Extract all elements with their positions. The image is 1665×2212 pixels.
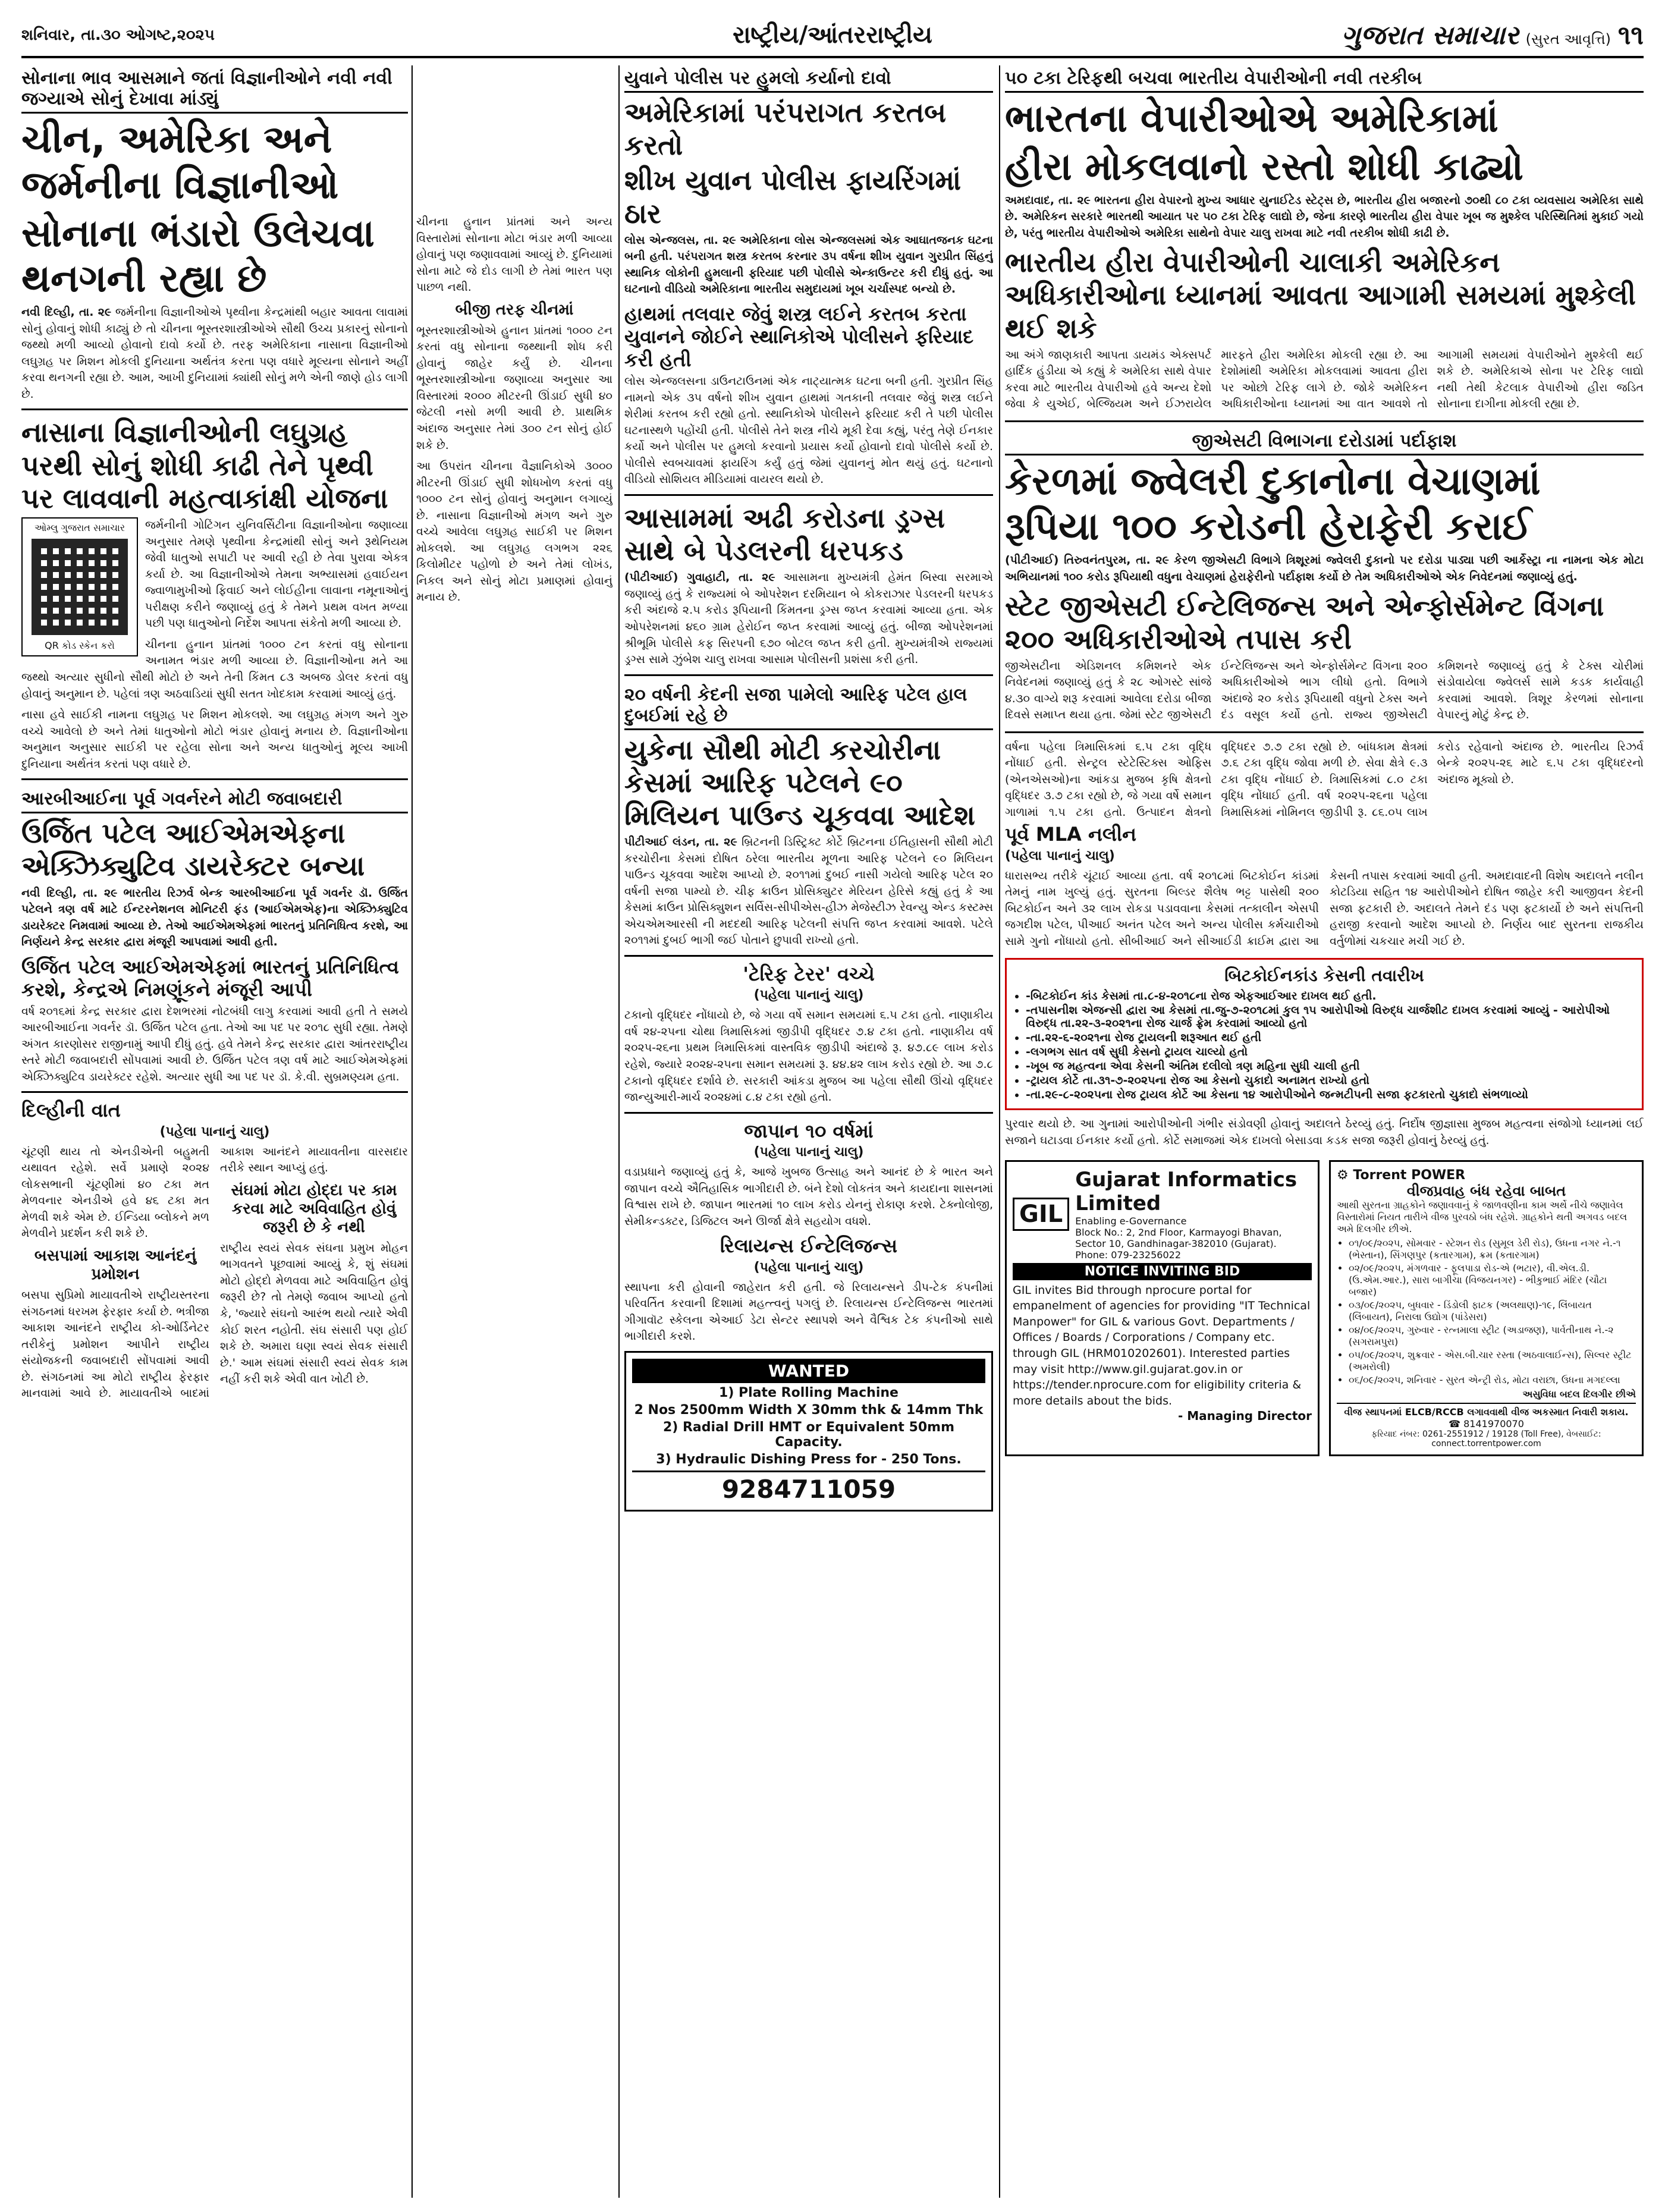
gil-signoff: - Managing Director: [1178, 1409, 1312, 1424]
divider: [21, 1091, 408, 1093]
bitcoin-timeline-box: [1005, 958, 1644, 1110]
timeline-item: • -ટ્રાયલ કોર્ટે તા.૩૧-૭-૨૦૨૫ના રોજ આ કેસનો ચુકાદો અનામત રાખ્યો હતો: [1026, 1074, 1636, 1087]
wanted-line-3: 2) Radial Drill HMT or Equivalent 50mm Capacity.: [662, 1419, 955, 1450]
sikh-article: [624, 65, 993, 488]
nasa-body-1: જર્મનીની ગોટિંગન યુનિવર્સિટીના વિજ્ઞાનીઓના જણાવ્યા અનુસાર તેમણે પૃથ્વીના કેન્દ્રમાંથી સોનું અને રૂથેનિયમ જેવી ધાતુઓ સપાટી પર આવી રહી છે તેવા પુરાવા એકત્ર કર્યા છે. આ વિજ્ઞાનીઓએ તેમના અભ્યાસમાં હવાઈયન જ્વાળામુખીઓ ફિવાઈ અને લોઈહીના લાવાના નમૂનાઓનું પરીક્ષણ કરીને જણાવ્યું હતું કે તેમને પ્રથમ વખત મળ્યા પછી પણ ધાતુઓનો નિર્દેશ આપતા સંકેતો મળી આવ્યા છે.: [145, 519, 408, 630]
diamond-article: [1005, 65, 1644, 414]
assam-article: [624, 502, 993, 668]
gold-continued-3: આ ઉપરાંત ચીનના વૈજ્ઞાનિકોએ ૩૦૦૦ મીટરની ઊંડાઈ સુધી શોધખોળ કરતાં વધુ ૧૦૦૦ ટન સોનું હોવાનું અનુમાન લગાવ્યું છે. નાસાના વિજ્ઞાનીઓ મંગળ અને ગુરુ વચ્ચે આવેલા લઘુગ્રહ સાઈકી પર મિશન મોકલશે. આ લઘુગ્રહ લગભગ ૨૨૬ કિલોમીટર પહોળો છે અને તેમાં લોખંડ, નિકલ અને સોનું મોટા પ્રમાણમાં હોવાનું મનાય છે.: [416, 460, 612, 604]
qr-label: QR કોડ સ્કેન કરો: [45, 640, 115, 652]
arif-headline: યુકેના સૌથી મોટી કરચોરીના કેસમાં આરિફ પટેલને ૯૦ મિલિયન પાઉન્ડ ચૂકવવા આદેશ: [624, 733, 975, 831]
sikh-dateline: લોસ એન્જલસ, તા. ૨૯: [624, 233, 736, 247]
timeline-headline: બિટકોઈનકાંડ કેસની તવારીખ: [1224, 966, 1424, 986]
arif-kicker: ૨૦ વર્ષની કેદની સજા પામેલો આરિફ પટેલ હાલ દુબઈમાં રહે છે: [624, 682, 993, 730]
divider: [21, 778, 408, 780]
torrent-power-notice: [1329, 1160, 1644, 1456]
timeline-item: • -બિટકોઈન કાંડ કેસમાં તા.૮-૪-૨૦૧૮ના રોજ એફઆઈઆર દાખલ થઈ હતી.: [1026, 989, 1636, 1003]
sikh-headline-1: અમેરિકામાં પરંપરાગત કરતબ કરતો: [624, 96, 947, 162]
divider: [624, 1112, 993, 1114]
rbi-headline: ઉર્જિત પટેલ આઈએમએફના એક્ઝિક્યુટિવ ડાયરેક્ટર બન્યા: [21, 817, 365, 882]
sikh-body: લોસ એન્જલસના ડાઉનટાઉનમાં એક નાટ્યાત્મક ઘટના બની હતી. ગુરપ્રીત સિંહ નામનો એક ૩૫ વર્ષનો શીખ યુવાન હાથમાં ગતકાની તલવાર જેવું શસ્ત્ર લઈને શેરીમાં કરતબ કરી રહ્યો હતો. સ્થાનિકોએ પોલીસને ફરિયાદ કરી તે પછી પોલીસ ઘટનાસ્થળે પહોંચી હતી. પોલીસે તેને શસ્ત્ર નીચે મૂકી દેવા કહ્યું, પરંતુ તેણે ઈનકાર કર્યો અને પોલીસ પર હુમલો કરવાનો પ્રયાસ કર્યો હોવાનો દાવો પોલીસે કર્યો છે. પોલીસે સ્વબચાવમાં ફાયરિંગ કર્યું હતું જેમાં યુવાનનું મોત થયું હતું. ઘટનાનો વીડિયો સોશિયલ મીડિયામાં વાયરલ થયો છે.: [624, 375, 993, 486]
timeline-item: • -તા.૨૨-૬-૨૦૨૧ના રોજ ટ્રાયલની શરૂઆત થઈ હતી: [1026, 1031, 1636, 1044]
japan-continued: (પહેલા પાનાનું ચાલુ): [753, 1145, 864, 1160]
timeline-item: • -તા.૨૯-૮-૨૦૨૫ના રોજ ટ્રાયલ કોર્ટે આ કેસના ૧૪ આરોપીઓને જન્મટીપની સજા ફટકારતો ચુકાદો સંભળાવ્યો: [1026, 1088, 1636, 1101]
torrent-footer: વીજ સ્થાપનમાં ELCB/RCCB લગાવવાથી વીજ અકસ્માત નિવારી શકાય.: [1337, 1403, 1636, 1418]
paper-logo: ગુજરાત સમાચાર: [1341, 20, 1519, 51]
wanted-line-1: 1) Plate Rolling Machine: [719, 1385, 899, 1400]
arif-dateline: પીટીઆઈ લંડન, તા. ૨૯: [624, 835, 737, 849]
assam-body: આસામના મુખ્યમંત્રી હેમંત બિસ્વા સરમાએ જણાવ્યું હતું કે રાજ્યમાં બે ઓપરેશન દરમિયાન બે કોકરાઝાર પેડલરની ધરપકડ કરી અંદાજે ૨.૫ કરોડ રૂપિયાની કિંમતના ડ્રગ્સ જપ્ત કરવામાં આવ્યા હતા. એક ઓપરેશનમાં ૪૬૦ ગ્રામ હેરોઈન જપ્ત કરવામાં આવ્યું હતું. બીજા ઓપરેશનમાં શ્રીભૂમિ પોલીસે કફ સિરપની ૬૭૦ બોટલ જપ્ત કરી હતી. મુખ્યમંત્રીએ રાજ્યમાં ડ્રગ્સ સામે ઝુંબેશ ચાલુ રાખવા આસામ પોલીસની પ્રશંસા કરી હતી.: [624, 571, 993, 667]
paper-nameplate: [1192, 20, 1644, 51]
sikh-headline-2: શીખ યુવાન પોલીસ ફાયરિંગમાં ઠાર: [624, 164, 962, 230]
rbi-lead: ભારતીય રિઝર્વ બેન્ક આરબીઆઈના પૂર્વ ગવર્નર ડૉ. ઉર્જિત પટેલને ત્રણ વર્ષ માટે ઈન્ટરનેશનલ મોનિટરી ફંડ (આઈએમએફ)ના એક્ઝિક્યુટિવ ડાયરેક્ટર નિમવામાં આવ્યા છે. તેઓ આઈએમએફમાં ભારતનું પ્રતિનિધિત્વ કરશે, આ નિર્ણયને કેન્દ્ર સરકાર દ્વારા મંજૂરી આપવામાં આવી હતી.: [21, 886, 408, 949]
reliance-continued: (પહેલા પાનાનું ચાલુ): [753, 1259, 864, 1275]
qr-code-icon[interactable]: [32, 539, 128, 635]
column-rule: [999, 65, 1000, 2198]
gil-logo: GIL: [1013, 1198, 1069, 1231]
mla-body: ધારાસભ્ય તરીકે ચૂંટાઈ આવ્યા હતા. વર્ષ ૨૦૧૮માં બિટકોઈન કાંડમાં તેમનું નામ ખુલ્યું હતું. સુરતના બિલ્ડર શૈલેષ ભટ્ટ પાસેથી ૨૦૦ બિટકોઈન અને ૩૨ લાખ રોકડા પડાવવાના કેસમાં તત્કાલીન એસપી જગદીશ પટેલ, પીઆઈ અનંત પટેલ અને અન્ય પોલીસ કર્મચારીઓ સામે ગુનો નોંધાયો હતો. સીબીઆઈ અને સીઆઈડી ક્રાઈમ દ્વારા આ કેસની તપાસ કરવામાં આવી હતી. અમદાવાદની વિશેષ અદાલતે નલીન કોટડિયા સહિત ૧૪ આરોપીઓને દોષિત જાહેર કરી આજીવન કેદની સજા ફટકારી છે. અદાલતે તેમને દંડ પણ ફટકાર્યો છે અને સંપત્તિની હરાજી કરવાનો આદેશ આપ્યો છે. નિર્ણય બાદ સુરતના રાજકીય વર્તુળોમાં ચકચાર મચી ગઈ છે.: [1005, 869, 1644, 948]
wanted-ad: [624, 1351, 993, 1512]
gold-dateline: નવી દિલ્હી, તા. ૨૯: [21, 306, 112, 319]
mla-continued: (પહેલા પાનાનું ચાલુ): [1005, 848, 1115, 863]
page-number: ૧૧: [1617, 20, 1644, 51]
assam-headline: આસામમાં અઢી કરોડના ડ્રગ્સ સાથે બે પેડલરની ધરપકડ: [624, 501, 945, 567]
rbi-body: વર્ષ ૨૦૧૬માં કેન્દ્ર સરકાર દ્વારા દેશભરમાં નોટબંધી લાગુ કરવામાં આવી હતી તે સમયે આરબીઆઈના ગવર્નર ડૉ. ઉર્જિત પટેલ હતા. તેઓ આ પદ પર ૨૦૧૮ સુધી રહ્યા. તેમણે અંગત કારણોસર રાજીનામું આપી દીધું હતું. હવે તેમને કેન્દ્ર સરકાર દ્વારા આંતરરાષ્ટ્રીય સ્તરે મોટી જવાબદારી સોંપવામાં આવી છે. ઉર્જિત પટેલ ત્રણ વર્ષ માટે આઈએમએફમાં એક્ઝિક્યુટિવ ડાયરેક્ટર રહેશે. અત્યાર સુધી આ પદ પર ડૉ. કે.વી. સુબ્રમણ્યમ હતા.: [21, 1004, 408, 1083]
diamond-lead: ભારતના હીરા વેપારનો મુખ્ય આધાર યુનાઈટેડ સ્ટેટ્સ છે, ભારતીય હીરા બજારનો ૭૦થી ૮૦ ટકા વ્યવસાય અમેરિકા સાથે છે. અમેરિકન સરકારે ભારતથી આયાત પર ૫૦ ટકા ટેરિફ લાદ્યો છે, જેના કારણે ભારતીય હીરા વેપાર ખૂબ જ મુશ્કેલ પરિસ્થિતિમાં મુકાઈ ગયો છે, પરંતુ ભારતીય વેપારીઓએ અમેરિકા સાથેનો વેપાર ચાલુ રાખવા માટે નવી તરકીબ શોધી કાઢી છે.: [1005, 193, 1644, 240]
wanted-line-2: 2 Nos 2500mm Width X 30mm thk & 14mm Thk: [634, 1402, 984, 1418]
mla-article: [1005, 823, 1644, 952]
delhi-body-2: બસપા સુપ્રિમો માયાવતીએ રાષ્ટ્રીયસ્તરના સંગઠનમાં ધરખમ ફેરફાર કર્યા છે. ભત્રીજા આકાશ આનંદને રાષ્ટ્રીય કો-ઓર્ડિનેટર તરીકેનું પ્રમોશન આપીને રાષ્ટ્રીય સંયોજકની જવાબદારી સોંપવામાં આવી છે. સંગઠનમાં આ મોટો રાષ્ટ્રીય ફેરફાર માનવામાં આવે છે. માયાવતીએ બાદમાં આકાશ આનંદને માયાવતીના વારસદાર તરીકે સ્થાન આપ્યું હતું.: [21, 1145, 408, 1400]
tariff-continued: (પહેલા પાનાનું ચાલુ): [753, 988, 864, 1003]
arif-article: [624, 682, 993, 949]
schedule-item: • ૦૫/૦૯/૨૦૨૫, શુક્રવાર - એસ.બી.ચાર રસ્તા (અઠવાલાઈન્સ), સિલ્વર સ્ટ્રીટ (અમરોલી): [1349, 1349, 1636, 1373]
rbi-dateline: નવી દિલ્હી, તા. ૨૯: [21, 886, 118, 900]
japan-article: [624, 1120, 993, 1230]
issue-date: શનિવાર, તા.૩૦ ઓગષ્ટ,૨૦૨૫: [21, 26, 215, 44]
reliance-body: સ્થાપના કરી હોવાની જાહેરાત કરી હતી. જે રિલાયન્સને ડીપ-ટેક કંપનીમાં પરિવર્તિત કરવાની દિશામાં મહત્ત્વનું પગલું છે. રિલાયન્સ ઈન્ટેલિજન્સ ભારતમાં ગીગાવૉટ સ્કેલના એઆઈ ડેટા સેન્ટર સ્થાપશે અને વૈશ્વિક ટેક કંપનીઓ સાથે ભાગીદારી કરશે.: [624, 1280, 993, 1343]
rbi-subhead: ઉર્જિત પટેલ આઈએમએફમાં ભારતનું પ્રતિનિધિત્વ કરશે, કેન્દ્રએ નિમણૂંકને મંજૂરી આપી: [21, 955, 399, 1001]
gold-subhead: બીજી તરફ ચીનમાં: [455, 300, 574, 319]
tariff-headline: 'ટેરિફ ટેરર' વચ્ચે: [743, 962, 875, 985]
section-title: રાષ્ટ્રીય/આંતરરાષ્ટ્રીય: [733, 21, 932, 49]
divider: [21, 409, 408, 410]
gst-subhead: સ્ટેટ જીએસટી ઈન્ટેલિજન્સ અને એન્ફોર્સમેન્ટ વિંગના ૨૦૦ અધિકારીઓએ તપાસ કરી: [1005, 590, 1604, 655]
schedule-item: • ૦૨/૦૯/૨૦૨૫, મંગળવાર - ફૂલપાડા રોડ-એ (ભટાર), વી.એલ.ડી. (ઉ.એમ.આર.), સારા બાગીચા (વિજયનગર) - ભીકુભાઈ મંદિર (ચૌટા બજાર): [1349, 1262, 1636, 1298]
divider: [624, 955, 993, 957]
delhi-body-1: ચૂંટણી થાય તો એનડીએની બહુમતી યથાવત રહેશે. સર્વે પ્રમાણે ૨૦૨૪ લોકસભાની ચૂંટણીમાં ૪૦ ટકા મત મેળવનાર એનડીએ હવે ૪૬ ટકા મત મેળવી શકે એમ છે. ઈન્ડિયા બ્લોકને મળ મેળવીને પ્રદર્શન કરી શકે છે.: [21, 1145, 209, 1240]
gold-kicker: સોનાના ભાવ આસમાને જતાં વિજ્ઞાનીઓને નવી નવી જગ્યાએ સોનું દેખાવા માંડ્યું: [21, 65, 408, 114]
diamond-dateline: અમદાવાદ, તા. ૨૯: [1005, 193, 1091, 207]
arif-body: બ્રિટનની ડિસ્ટ્રિક્ટ કોર્ટે બ્રિટનના ઈતિહાસની સૌથી મોટી કરચોરીના કેસમાં દોષિત ઠરેલા ભારતીય મૂળના આરિફ પટેલને ૯૦ મિલિયન પાઉન્ડ ચૂકવવા આદેશ આપ્યો છે. ૨૦૧૧માં દુબઈ નાસી ગયેલો આરિફ પટેલ ૨૦ વર્ષની સજા પામ્યો છે. ચીફ ક્રાઉન પ્રોસિક્યુટર મેરિયન હેરિસે કહ્યું હતું કે આ કેસમાં ક્રાઉન પ્રોસિક્યુશન સર્વિસ-સીપીએસ-હીઝ મેજેસ્ટીઝ રેવન્યુ એન્ડ કસ્ટમ્સ એચએમઆરસી ની મદદથી આરિફ પટેલની સંપત્તિ જપ્ત કરવામાં આવશે. પટેલે ૨૦૧૧માં દુબઈ ભાગી જઈ પોતાને છુપાવી રાખ્યો હતો.: [624, 835, 993, 947]
torrent-logo-icon: ⚙: [1337, 1167, 1349, 1183]
wanted-line-4: 3) Hydraulic Dishing Press for - 250 Tons.: [656, 1451, 962, 1467]
tariff-article: [624, 963, 993, 1106]
delhi-subhead-2: સંઘમાં મોટા હોદ્દા પર કામ કરવા માટે અવિવાહિત હોવું જરૂરી છે કે નથી: [231, 1181, 397, 1236]
torrent-schedule: [1337, 1237, 1636, 1386]
schedule-item: • ૦૪/૦૯/૨૦૨૫, ગુરુવાર - રત્નમાલા સ્ટ્રીટ (અડાજણ), પાર્વતીનાથ ને.-૨ (સગરામપુરા): [1349, 1324, 1636, 1348]
delhi-subhead-1: બસપામાં આકાશ આનંદનું પ્રમોશન: [34, 1246, 197, 1283]
qr-box[interactable]: [21, 517, 138, 656]
qr-title: ઓમ્લુ ગુજરાત સમાચાર: [34, 522, 125, 534]
assam-dateline: (પીટીઆઈ) ગુવાહાટી, તા. ૨૯: [624, 571, 775, 585]
timeline-item: • -ખૂબ જ મહત્વના એવા કેસની અંતિમ દલીલો ત્રણ મહિના સુધી ચાલી હતી: [1026, 1060, 1636, 1073]
gil-address: Block No.: 2, 2nd Floor, Karmayogi Bhavan, Sector 10, Gandhinagar-382010 (Gujarat). Phone: 079-23256022: [1075, 1226, 1282, 1261]
gil-text: GIL invites Bid through nprocure portal for empanelment of agencies for providing "IT Technical Manpower" for GIL & various Govt. Departments / Offices / Boards / Corporations / Company etc. through GIL (HRM010202601). Interested parties may visit http://www.gil.gujarat.gov.in or https://tender.nprocure.com for eligibility criteria & more details about the bids.: [1013, 1283, 1311, 1407]
torrent-intro: આથી સુરતના ગ્રાહકોને જણાવવાનું કે જાળવણીના કામ અર્થે નીચે જણાવેલ વિસ્તારોમાં નિયત તારીખે વીજ પુરવઠો બંધ રહેશે. ગ્રાહકોને થતી અગવડ બદલ અમે દિલગીર છીએ.: [1337, 1199, 1628, 1234]
column-center: [624, 65, 993, 2198]
japan-body: વડાપ્રધાને જણાવ્યું હતું કે, આજે ખુબજ ઉત્સાહ અને આનંદ છે કે ભારત અને જાપાન વચ્ચે ઐતિહાસિક ભાગીદારી છે. બંને દેશો લોકતંત્ર અને કાયદાના શાસનમાં વિશ્વાસ રાખે છે. જાપાન ભારતમાં ૧૦ લાખ કરોડ યેનનું રોકાણ કરશે. ટેક્નોલોજી, સેમીકન્ડક્ટર, ડિજિટલ અને ઊર્જા ક્ષેત્રે સહયોગ વધશે.: [624, 1165, 993, 1228]
delhi-body-3: રાષ્ટ્રીય સ્વયં સેવક સંઘના પ્રમુખ મોહન ભાગવતને પૂછવામાં આવ્યું કે, શું સંઘમાં મોટો હોદ્દો મેળવવા માટે અવિવાહિત હોવું જરૂરી છે? તો તેમણે જવાબ આપ્યો હતો કે, 'જ્યારે સંઘનો આરંભ થયો ત્યારે એવી કોઈ શરત નહોતી. સંઘ સંસારી પણ હોઈ શકે છે. અમારા ઘણા સ્વયં સેવક સંસારી છે.' આમ સંઘમાં સંસારી સ્વયં સેવક કામ નહીં કરી શકે એવી વાત ખોટી છે.: [220, 1241, 408, 1386]
gil-tagline: Enabling e-Governance: [1075, 1215, 1187, 1227]
wanted-phone[interactable]: 9284711059: [632, 1471, 985, 1504]
gold-headline-2: સોનાના ભંડારો ઉલેચવા થનગની રહ્યા છે: [21, 211, 375, 301]
column-rule: [618, 65, 620, 2198]
delhi-headline: દિલ્હીની વાત: [21, 1099, 121, 1122]
torrent-phone[interactable]: ☎ 8141970070: [1449, 1418, 1524, 1429]
torrent-brand: Torrent POWER: [1353, 1167, 1466, 1183]
gold-continued-1: ચીનના હુનાન પ્રાંતમાં અને અન્ય વિસ્તારોમાં સોનાના મોટા ભંડાર મળી આવ્યા હોવાનું પણ જણાવવામાં આવ્યું છે. દુનિયામાં સોના માટે જે દોડ લાગી છે તેમાં ભારત પણ પાછળ નથી.: [416, 215, 612, 294]
gold-article: [21, 65, 408, 403]
japan-headline: જાપાન ૧૦ વર્ષમાં: [744, 1119, 874, 1142]
reliance-headline: રિલાયન્સ ઈન્ટેલિજન્સ: [720, 1234, 898, 1258]
gil-tender-ad: [1005, 1160, 1320, 1456]
schedule-item: • ૦૩/૦૯/૨૦૨૫, બુધવાર - ડિંડોલી ફાટક (અલથાણ)-૧૯, લિંબાયત (લિંબાયત), નિરાલા ઉદ્યોગ (પાંડેસરા): [1349, 1299, 1636, 1323]
reliance-article: [624, 1234, 993, 1345]
torrent-contact: ફરિયાદ નંબર: 0261-2551912 / 19128 (Toll Free), વેબસાઈટ: connect.torrentpower.com: [1371, 1429, 1601, 1449]
divider: [1005, 731, 1644, 733]
divider: [1005, 420, 1644, 422]
schedule-item: • ૦૬/૦૯/૨૦૨૫, શનિવાર - સુરત એન્ટ્રી રોડ, મોટા વરાછા, ઉધના મગદલ્લા: [1349, 1374, 1636, 1386]
masthead: [21, 14, 1644, 58]
diamond-headline-1: ભારતના વેપારીઓએ અમેરિકામાં: [1005, 97, 1498, 141]
divider: [624, 494, 993, 496]
timeline-item: • -તપાસનીશ એજન્સી દ્વારા આ કેસમાં તા.જુ-૭-૨૦૧૮માં કુલ ૧૫ આરોપીઓ વિરુદ્ધ ચાર્જશીટ દાખલ કરવામાં આવ્યું - આરોપીઓ વિરુદ્ધ તા.૨૨-૩-૨૦૨૧ના રોજ ચાર્જ ફ્રેમ કરવામાં આવ્યો હતો: [1026, 1004, 1636, 1030]
column-rule: [411, 65, 413, 2198]
gst-body: જીએસટીના એડિશનલ કમિશનરે એક નિવેદનમાં જણાવ્યું હતું કે ૨૮ ઓગસ્ટે સાંજે ૪.૩૦ વાગ્યે શરૂ કરવામાં આવેલા દરોડા બીજા દિવસે સમાપ્ત થયા હતા. જેમાં સ્ટેટ જીએસટી ઈન્ટેલિજન્સ અને એન્ફોર્સમેન્ટ વિંગના ૨૦૦ અધિકારીઓએ ભાગ લીધો હતો. વિભાગે અંદાજે ૨૦ કરોડ રૂપિયાથી વધુનો ટેક્સ અને દંડ વસૂલ કર્યો હતો. રાજ્ય જીએસટી કમિશનરે જણાવ્યું હતું કે ટેક્સ ચોરીમાં સંડોવાયેલા જ્વેલર્સ સામે કડક કાર્યવાહી કરવામાં આવશે. ત્રિશૂર કેરળમાં સોનાના વેપારનું મોટું કેન્દ્ર છે.: [1005, 659, 1644, 722]
column-right: [1005, 65, 1644, 2198]
column-center-left: [416, 65, 612, 2198]
sikh-lead: અમેરિકાના લોસ એન્જલસમાં એક આઘાતજનક ઘટના બની હતી. પરંપરાગત શસ્ત્ર કરતબ કરનાર ૩૫ વર્ષના શીખ યુવાન ગુરપ્રીત સિંહનું સ્થાનિક લોકોની હુમલાની ફરિયાદ પછી પોલીસે એન્કાઉન્ટર કરી દીધું હતું. આ ઘટનાનો વીડિયો અમેરિકાના ભારતીય સમુદાયમાં ખૂબ ચર્ચાસ્પદ બન્યો છે.: [624, 233, 993, 296]
diamond-subhead: ભારતીય હીરા વેપારીઓની ચાલાકી અમેરિકન અધિકારીઓના ધ્યાનમાં આવતા આગામી સમયમાં મુશ્કેલી થઈ શકે: [1005, 246, 1636, 344]
rbi-kicker: આરબીઆઈના પૂર્વ ગવર્નરને મોટી જવાબદારી: [21, 786, 408, 813]
divider: [624, 674, 993, 676]
schedule-item: • ૦૧/૦૯/૨૦૨૫, સોમવાર - સ્ટેશન રોડ (સુમૂલ ડેરી રોડ), ઉધના નગર ને.-૧ (ભેસ્તાન), સિંગણપુર (કતારગામ), ક્રમ (કતારગામ): [1349, 1237, 1636, 1261]
delhi-continued: (પહેલા પાનાનું ચાલુ): [159, 1124, 270, 1139]
column-left: [21, 65, 408, 2198]
sikh-kicker: યુવાને પોલીસ પર હુમલો કર્યાનો દાવો: [624, 65, 993, 93]
diamond-headline-2: હીરા મોકલવાનો રસ્તો શોધી કાઢ્યો: [1005, 144, 1523, 189]
gdp-body: વર્ષના પહેલા ત્રિમાસિકમાં ૬.૫ ટકા વૃદ્ધિ નોંધાઈ હતી. સેન્ટ્રલ સ્ટેટેસ્ટિક્સ ઓફિસ (એનએસઓ)ના આંકડા મુજબ કૃષિ ક્ષેત્રનો વૃદ્ધિદર ૩.૭ ટકા રહ્યો છે, જે ગયા વર્ષે સમાન ગાળામાં ૧.૫ ટકા હતો. ઉત્પાદન ક્ષેત્રનો વૃદ્ધિદર ૭.૭ ટકા રહ્યો છે. બાંધકામ ક્ષેત્રમાં ૭.૬ ટકા વૃદ્ધિ જોવા મળી છે. સેવા ક્ષેત્રે ૯.૩ ટકા વૃદ્ધિ નોંધાઈ છે. ત્રિમાસિકમાં ૮.૦ ટકા વૃદ્ધિ નોંધાઈ હતી. વર્ષ ૨૦૨૫-૨૬ના પહેલા ત્રિમાસિકમાં નોમિનલ જીડીપી રૂ. ૮૬.૦૫ લાખ કરોડ રહેવાનો અંદાજ છે. ભારતીય રિઝર્વ બેન્કે ૨૦૨૫-૨૬ માટે ૬.૫ ટકા વૃદ્ધિદરનો અંદાજ મૂક્યો છે.: [1005, 740, 1644, 819]
diamond-body: આ અંગે જાણકારી આપતા ડાયમંડ એક્સપર્ટ હાર્દિક હુંડીયા એ કહ્યું કે અમેરિકા સાથે વેપાર કરવા માટે ભારતીય વેપારીઓ હવે અન્ય દેશો જેવા કે યુએઈ, બેલ્જિયમ અને ઈઝરાયેલ મારફતે હીરા અમેરિકા મોકલી રહ્યા છે. આ દેશોમાંથી અમેરિકા મોકલવામાં આવતા હીરા પર ઓછો ટેરિફ લાગે છે. જોકે અમેરિકન અધિકારીઓના ધ્યાનમાં આ વાત આવશે તો આગામી સમયમાં વેપારીઓને મુશ્કેલી થઈ શકે છે. અમેરિકાએ સોના પર ટેરિફ લાદ્યો નથી તેથી કેટલાક વેપારીઓ હીરા જડિત સોનાના દાગીના મોકલી રહ્યા છે.: [1005, 348, 1644, 411]
gst-lead: કેરળ જીએસટી વિભાગે ત્રિશૂરમાં જ્વેલરી દુકાનો પર દરોડા પાડ્યા પછી આર્કેસ્ટ્રા ના નામના એક મોટા અભિયાનમાં ૧૦૦ કરોડ રૂપિયાથી વધુના વેચાણમાં હેરાફેરીનો પર્દાફાશ કર્યો છે તેમ અધિકારીઓએ એક નિવેદનમાં જણાવ્યું હતું.: [1005, 554, 1644, 583]
timeline-item: • -લગભગ સાત વર્ષ સુધી કેસનો ટ્રાયલ ચાલ્યો હતો: [1026, 1045, 1636, 1058]
edition-label: (સુરત આવૃત્તિ): [1525, 30, 1611, 48]
gst-article: [1005, 428, 1644, 725]
rbi-article: [21, 786, 408, 1085]
gold-continued-2: ભૂસ્તરશાસ્ત્રીઓએ હુનાન પ્રાંતમાં ૧૦૦૦ ટન કરતાં વધુ સોનાના જથ્થાની શોધ કરી હોવાનું જાહેર કર્યું છે. ચીનના ભૂસ્તરશાસ્ત્રીઓના જણાવ્યા અનુસાર આ વિસ્તારમાં ૨૦૦૦ મીટરની ઊંડાઈ સુધી ૪૦ જેટલી નસો મળી આવી છે. પ્રાથમિક અંદાજ અનુસાર તેમાં ૩૦૦ ટન સોનું હોઈ શકે છે.: [416, 323, 612, 452]
gst-headline: કેરળમાં જ્વેલરી દુકાનોના વેચાણમાં રૂપિયા ૧૦૦ કરોડની હેરાફેરી કરાઈ: [1005, 459, 1541, 549]
gold-body: જર્મનીના વિજ્ઞાનીઓએ પૃથ્વીના કેન્દ્રમાંથી બહાર આવતા લાવામાં સોનું હોવાનું શોધી કાઢ્યું છે તો ચીનના ભૂસ્તરશાસ્ત્રીઓએ સૌથી ઉચ્ચ પ્રકારનું સોનાનો જથ્થો મળી આવ્યો હોવાનો દાવો કર્યો છે. તરફ અમેરિકાના નાસાના વિજ્ઞાનીઓ લઘુગ્રહ પર મિશન મોકલી દુનિયાના અર્થતંત્ર કરતા પણ વધારે મૂલ્યના સોનાને અહીં કરવા થનગની રહ્યા છે. આમ, આખી દુનિયામાં ક્યાંથી સોનું મળે એની જાણે હોડ લાગી છે.: [21, 306, 408, 401]
gst-dateline: (પીટીઆઈ) તિરુવનંતપુરમ, તા. ૨૯: [1005, 554, 1169, 567]
nasa-headline: નાસાના વિજ્ઞાનીઓની લઘુગ્રહ પરથી સોનું શોધી કાઢી તેને પૃથ્વી પર લાવવાની મહત્વાકાંક્ષી યોજના: [21, 416, 388, 514]
wanted-title: WANTED: [632, 1359, 985, 1383]
nasa-article: [21, 416, 408, 772]
mla-headline: પૂર્વ MLA નલીન: [1005, 823, 1137, 846]
sikh-subhead: હાથમાં તલવાર જેવું શસ્ત્ર લઈને કરતબ કરતા યુવાનને જોઈને સ્થાનિકોએ પોલીસને ફરિયાદ કરી હતી: [624, 302, 974, 371]
gil-nib: NOTICE INVITING BID: [1013, 1263, 1312, 1280]
gst-kicker: જીએસટી વિભાગના દરોડામાં પર્દાફાશ: [1005, 428, 1644, 455]
gold-headline-1: ચીન, અમેરિકા અને જર્મનીના વિજ્ઞાનીઓ: [21, 118, 339, 208]
diamond-kicker: ૫૦ ટકા ટેરિફથી બચવા ભારતીય વેપારીઓની નવી તરકીબ: [1005, 65, 1644, 93]
timeline-list: [1013, 989, 1636, 1101]
torrent-title: વીજપ્રવાહ બંધ રહેવા બાબત: [1406, 1182, 1566, 1199]
nasa-body-3: નાસા હવે સાઈકી નામના લઘુગ્રહ પર મિશન મોકલશે. આ લઘુગ્રહ મંગળ અને ગુરુ વચ્ચે આવેલો છે અને તેમાં ધાતુઓનો મોટો ભંડાર હોવાનું મનાય છે. વિજ્ઞાનીઓના અનુમાન અનુસાર સાઈકી પર રહેલા સોના અને અન્ય ધાતુઓનું મૂલ્ય આખી દુનિયાના અર્થતંત્ર કરતાં પણ વધારે છે.: [21, 708, 408, 771]
timeline-body: પુરવાર થયો છે. આ ગુનામાં આરોપીઓની ગંભીર સંડોવણી હોવાનું અદાલતે ઠેરવ્યું હતું. નિર્દોષ જીજ્ઞાસા મુજબ મહત્વના સંજોગો ધ્યાનમાં લઈ સજાને ઘટાડવા ઈનકાર કર્યો હતો. કોર્ટે સમાજમાં એક દાખલો બેસાડવા કડક સજા જરૂરી હોવાનું ઠેરવ્યું હતું.: [1005, 1117, 1644, 1147]
torrent-note: અસુવિધા બદલ દિલગીર છીએ: [1522, 1388, 1636, 1400]
gil-name: Gujarat Informatics Limited: [1075, 1167, 1298, 1215]
nasa-body-2: ચીનના હુનાન પ્રાંતમાં ૧૦૦૦ ટન કરતાં વધુ સોનાના અનામત ભંડાર મળી આવ્યા છે. વિજ્ઞાનીઓના મતે આ જથ્થો અત્યાર સુધીનો સૌથી મોટો છે અને તેની કિંમત ૮૩ અબજ ડોલર કરતાં વધુ હોવાનું અનુમાન છે. પહેલાં ત્રણ અઠવાડિયાં સુધી સતત ખોદકામ કરવામાં આવ્યું હતું.: [21, 637, 408, 700]
tariff-body: ટકાનો વૃદ્ધિદર નોંધાયો છે, જે ગયા વર્ષે સમાન સમયમાં ૬.૫ ટકા હતો. નાણાકીય વર્ષ ૨૪-૨૫ના ચોથા ત્રિમાસિકમાં જીડીપી વૃદ્ધિદર ૭.૪ ટકા હતો. નાણાકીય વર્ષ ૨૦૨૫-૨૬ના પ્રથમ ત્રિમાસિકમાં વાસ્તવિક જીડીપી અંદાજે રૂ. ૪૭.૮૯ લાખ કરોડ રહેશે, જ્યારે ૨૦૨૪-૨૫ના સમાન સમયમાં રૂ. ૪૪.૪૨ લાખ કરોડ રહ્યો છે. આ ૭.૮ ટકાનો વૃદ્ધિદર દર્શાવે છે. સરકારી આંકડા મુજબ આ પહેલા સૌથી ઊંચો વૃદ્ધિદર જાન્યુઆરી-માર્ચ ૨૦૨૪માં ૮.૪ ટકા રહ્યો હતો.: [624, 1008, 993, 1104]
delhi-column: [21, 1099, 408, 1402]
